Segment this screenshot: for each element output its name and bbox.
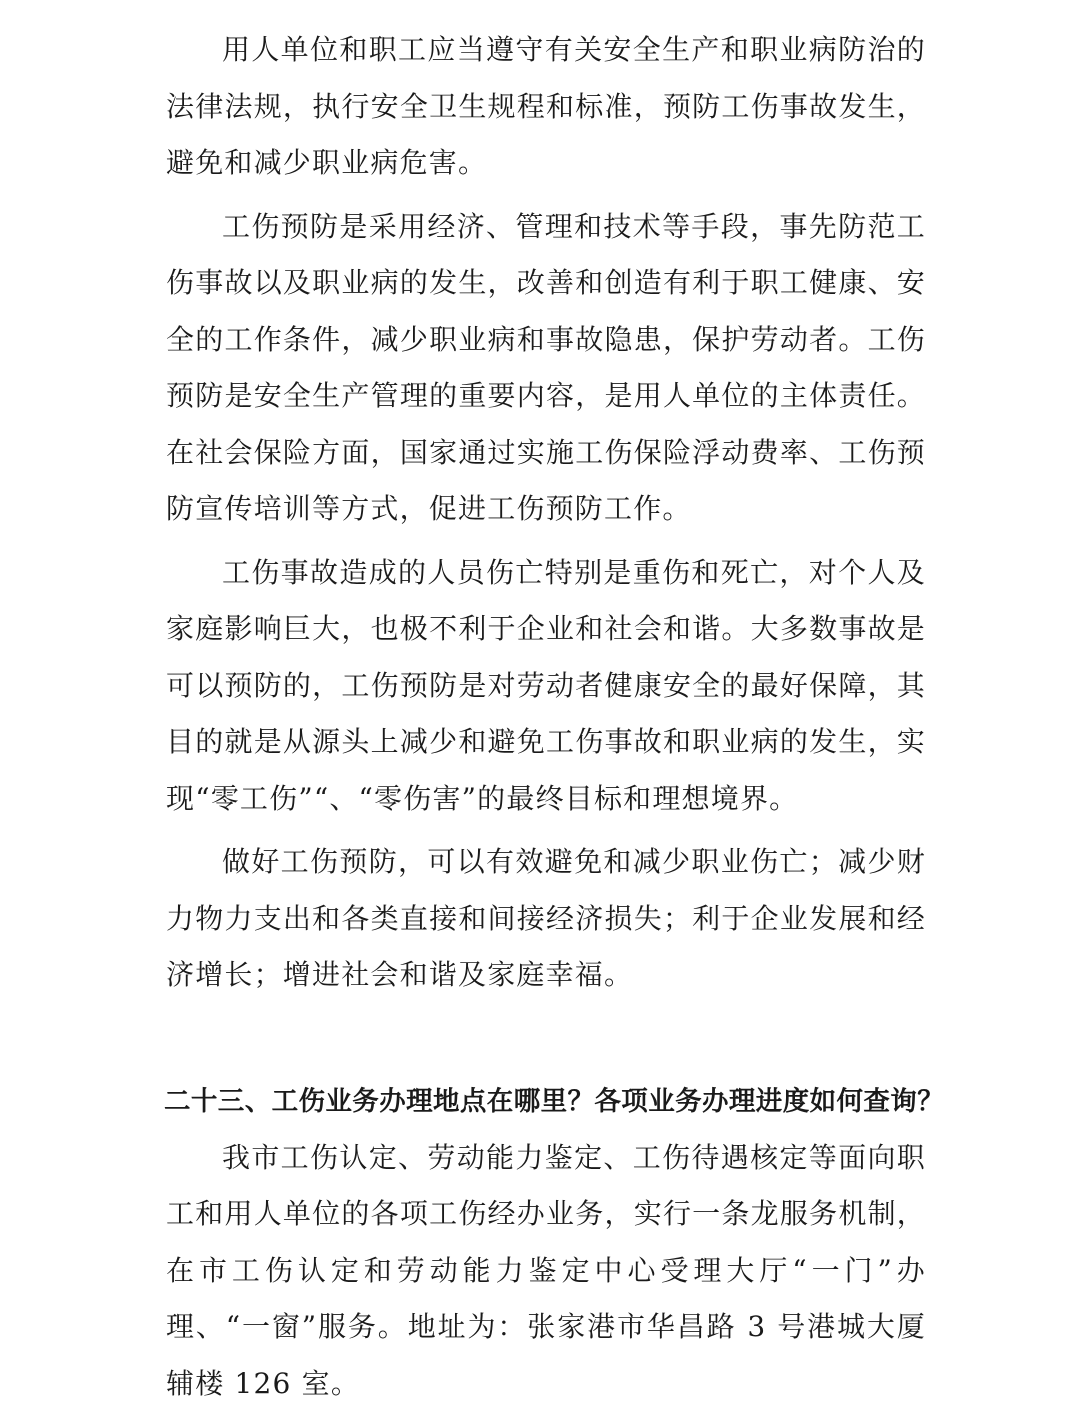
paragraph-service-location: 我市工伤认定、劳动能力鉴定、工伤待遇核定等面向职工和用人单位的各项工伤经办业务，实行一条龙服务机制，在市工伤认定和劳动能力鉴定中心受理大厅“一门”办理、“一窗”服务。地址为：张家港市华昌路 3 号港城大厦辅楼 126 室。: [166, 1140, 926, 1400]
paragraph-safety-obligations: 用人单位和职工应当遵守有关安全生产和职业病防治的法律法规，执行安全卫生规程和标准，预防工伤事故发生，避免和减少职业病危害。: [166, 33, 926, 179]
document-page: [164, 22, 945, 1419]
paragraph-prevention-benefits: 做好工伤预防，可以有效避免和减少职业伤亡；减少财力物力支出和各类直接和间接经济损失；利于企业发展和经济增长；增进社会和谐及家庭幸福。: [166, 845, 926, 991]
section-heading: 二十三、工伤业务办理地点在哪里？各项业务办理进度如何查询？: [164, 1085, 945, 1117]
paragraph-injury-impact: 工伤事故造成的人员伤亡特别是重伤和死亡，对个人及家庭影响巨大，也极不利于企业和社会和谐。大多数事故是可以预防的，工伤预防是对劳动者健康安全的最好保障，其目的就是从源头上减少和避免工伤事故和职业病的发生，实现“零工伤”“、“零伤害”的最终目标和理想境界。: [166, 555, 926, 815]
paragraph-injury-prevention-definition: 工伤预防是采用经济、管理和技术等手段，事先防范工伤事故以及职业病的发生，改善和创造有利于职工健康、安全的工作条件，减少职业病和事故隐患，保护劳动者。工伤预防是安全生产管理的重要内容，是用人单位的主体责任。在社会保险方面，国家通过实施工伤保险浮动费率、工伤预防宣传培训等方式，促进工伤预防工作。: [166, 209, 926, 525]
